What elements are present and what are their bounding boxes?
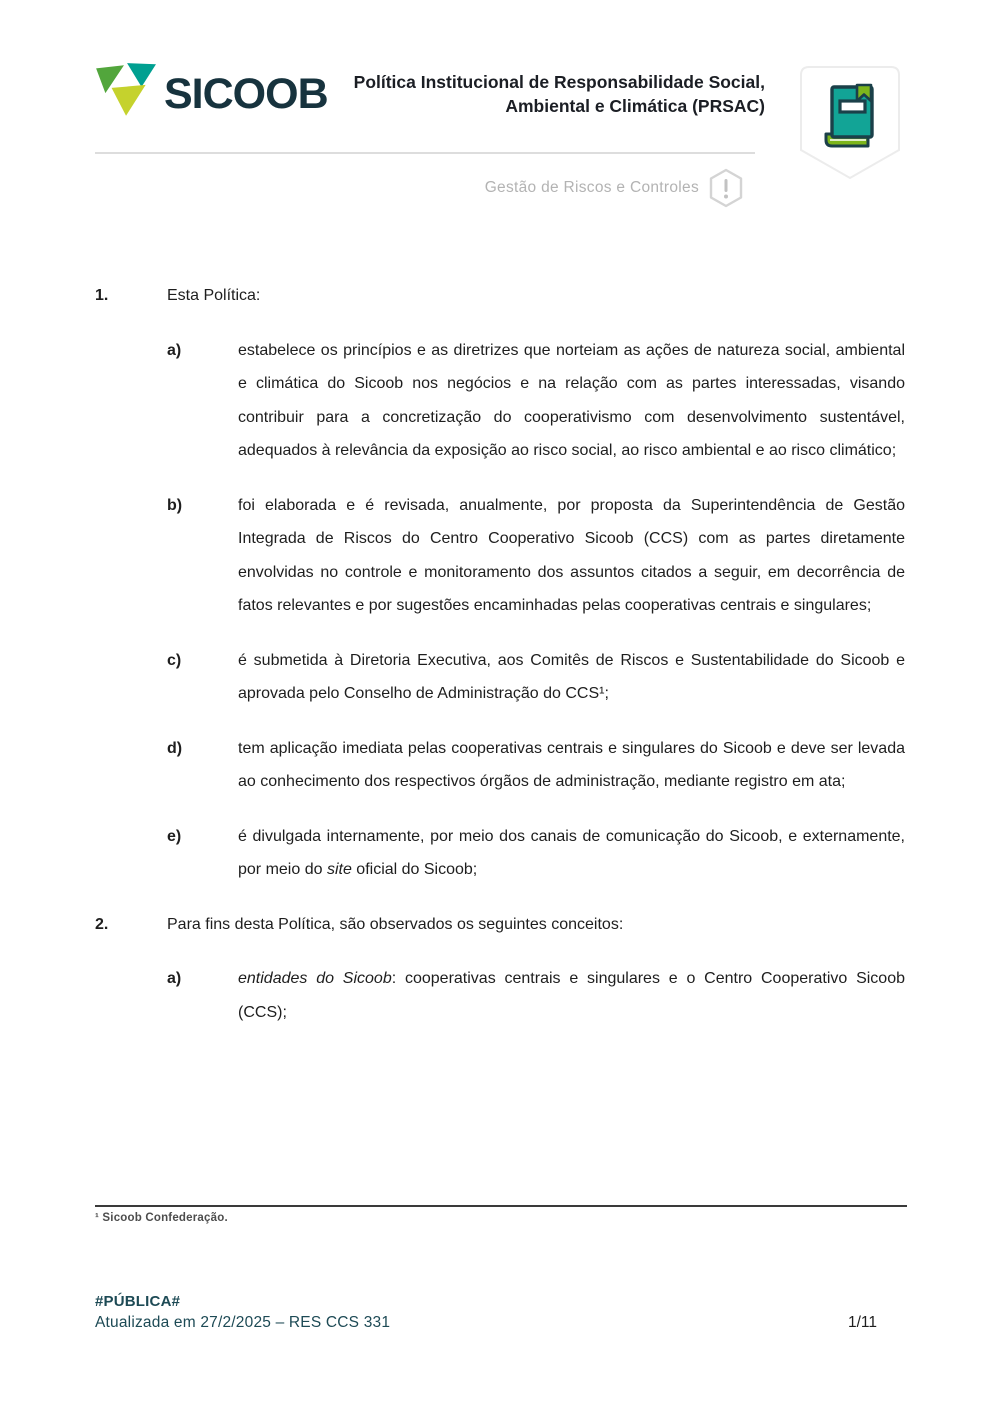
item-text: foi elaborada e é revisada, anualmente, por proposta da Superintendência de Gestão Integrada de Riscos do Centro Cooperativo Sicoob (CCS) com as partes diretamente envolvidas no controle e monitoramento dos assuntos citados a seguir, em decorrência de fatos relevantes e por sugestões encaminhadas pelas cooperativas centrais e singulares; <box>238 496 905 614</box>
document-body <box>95 279 907 1050</box>
classification-label: #PÚBLICA# <box>95 1293 181 1310</box>
item-marker: 2. <box>95 915 109 933</box>
footnote: ¹ Sicoob Confederação. <box>95 1212 228 1224</box>
list-item <box>167 820 907 887</box>
policy-badge <box>800 66 900 180</box>
area-label-text: Gestão de Riscos e Controles <box>484 179 699 196</box>
item-marker: e) <box>167 827 182 845</box>
header-divider <box>95 152 755 154</box>
page-title <box>285 70 765 118</box>
document-area-label <box>485 168 743 208</box>
list-item <box>167 732 907 799</box>
sicoob-logo-wordmark: SICOOB <box>164 69 328 118</box>
item-text: Para fins desta Política, são observados os seguintes conceitos: <box>167 915 624 933</box>
item-text: é divulgada internamente, por meio dos canais de comunicação do Sicoob, e externamente, por meio do site oficial do Sicoob; <box>238 827 905 878</box>
item-text: estabelece os princípios e as diretrizes que norteiam as ações de natureza social, ambiental e climática do Sicoob nos negócios e na relação com as partes interessadas, visando contribuir para a concretização do cooperativismo com desenvolvimento sustentável, adequados à relevância da exposição ao risco social, ao risco ambiental e ao risco climático; <box>238 341 905 459</box>
item-text: tem aplicação imediata pelas cooperativas centrais e singulares do Sicoob e deve ser levada ao conhecimento dos respectivos órgãos de administração, mediante registro em ata; <box>238 739 905 790</box>
footnote-divider <box>95 1205 907 1207</box>
list-item <box>167 644 907 711</box>
list-item <box>95 279 907 313</box>
item-marker: a) <box>167 341 182 359</box>
item-marker: b) <box>167 496 183 514</box>
list-item <box>95 908 907 942</box>
book-icon <box>826 85 872 146</box>
page-title-line2: Ambiental e Climática (PRSAC) <box>505 96 765 116</box>
item-marker: 1. <box>95 287 109 304</box>
item-marker: d) <box>167 739 183 757</box>
updated-label: Atualizada em 27/2/2025 – RES CCS 331 <box>95 1314 391 1331</box>
list-item <box>167 334 907 468</box>
exclamation-hexagon-icon <box>709 168 743 208</box>
badge-shape <box>800 66 900 180</box>
item-text: é submetida à Diretoria Executiva, aos Comitês de Riscos e Sustentabilidade do Sicoob e aprovada pelo Conselho de Administração do CCS¹; <box>238 651 905 702</box>
list-item <box>167 489 907 623</box>
item-marker: a) <box>167 970 182 987</box>
page-title-line1: Política Institucional de Responsabilidade Social, <box>353 72 765 92</box>
item-marker: c) <box>167 651 182 669</box>
page-number: 1/11 <box>847 1314 877 1331</box>
sicoob-logo-mark-icon <box>93 60 157 120</box>
list-item <box>167 962 907 1029</box>
item-text: entidades do Sicoob: cooperativas centrais e singulares e o Centro Cooperativo Sicoob (CCS); <box>238 970 905 1021</box>
item-text: Esta Política: <box>167 287 261 304</box>
